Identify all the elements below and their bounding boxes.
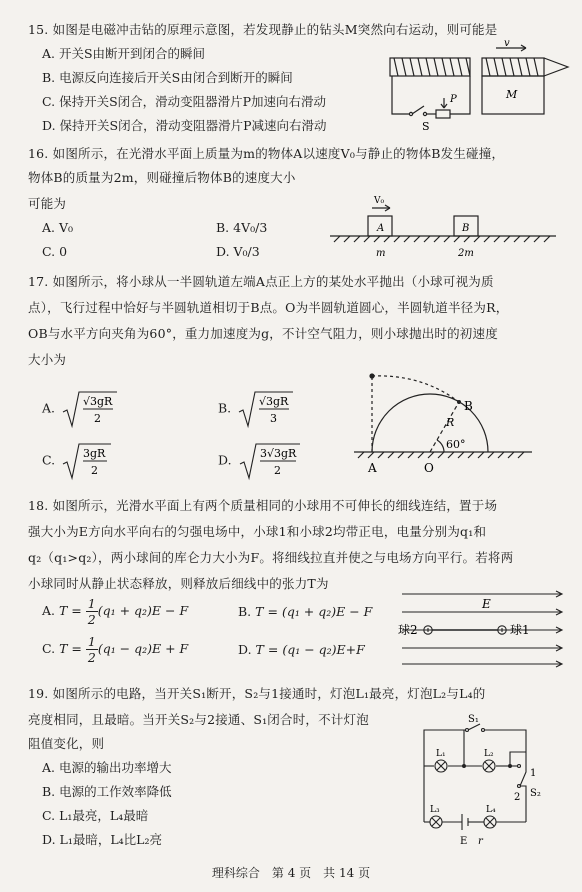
q19-option-a: A. 电源的输出功率增大 bbox=[42, 760, 172, 775]
q19-label-1: 1 bbox=[530, 768, 537, 779]
q18-d-pre: T = bbox=[255, 642, 279, 657]
q18-d-body: (q₁ − q₂)E+F bbox=[282, 642, 365, 657]
q19-stem-3: 阻值变化，则 bbox=[28, 736, 105, 751]
q17-label-R: R bbox=[446, 416, 455, 429]
q19-label-L2: L₂ bbox=[484, 749, 494, 759]
q16-figure bbox=[328, 194, 560, 260]
q19-label-2: 2 bbox=[514, 792, 521, 803]
q17-stem-4: 大小为 bbox=[28, 352, 67, 367]
q16-option-c: C. 0 bbox=[42, 244, 68, 259]
q18-c-half: $\frac{1}{2}$ bbox=[87, 634, 96, 665]
q19-option-c: C. L₁最亮，L₄最暗 bbox=[42, 808, 149, 823]
q19-label-L4: L₄ bbox=[486, 805, 496, 815]
q17-option-a-label: A. bbox=[42, 400, 56, 416]
q15-option-a: A. 开关S由断开到闭合的瞬间 bbox=[42, 46, 206, 61]
q17-stem-2: 点），飞行过程中恰好与半圆轨道相切于B点。O为半圆轨道圆心，半圆轨道半径为R， bbox=[28, 300, 509, 315]
q16-label-m: m bbox=[376, 248, 386, 259]
q18-d-label: D. bbox=[238, 642, 252, 657]
q19-option-d: D. L₁最暗，L₄比L₂亮 bbox=[42, 832, 162, 847]
q17-option-b-label: B. bbox=[218, 400, 232, 416]
page-footer: 理科综合 第 4 页 共 14 页 bbox=[211, 866, 371, 880]
q17-figure bbox=[352, 366, 536, 478]
q17-stem-3: OB与水平方向夹角为60°，重力加速度为g，不计空气阻力，则小球抛出时的初速度 bbox=[28, 326, 498, 341]
q18-option-c bbox=[42, 634, 188, 665]
q17-a-num: √3gR bbox=[83, 395, 113, 408]
q17-ball bbox=[369, 373, 374, 378]
q19-label-r: r bbox=[478, 836, 483, 847]
q17-label-A: A bbox=[368, 461, 377, 475]
q18-stem-4: 小球同时从静止状态释放，则释放后细线中的张力T为 bbox=[28, 576, 329, 591]
q16-option-b: B. 4V₀/3 bbox=[216, 220, 268, 235]
q17-option-d bbox=[218, 440, 302, 482]
q17-radical-d bbox=[236, 440, 302, 482]
q18-c-pre: T = bbox=[59, 641, 82, 656]
q16-label-A: A bbox=[377, 223, 385, 234]
q17-label-B: B bbox=[464, 399, 473, 413]
q17-stem-1: 17. 如图所示，将小球从一半圆轨道左端A点正上方的某处水平抛出（小球可视为质 bbox=[28, 274, 494, 289]
q18-a-half: $\frac{1}{2}$ bbox=[87, 596, 96, 627]
q17-d-den: 2 bbox=[273, 464, 281, 477]
q18-stem-2: 强大小为E方向水平向右的匀强电场中，小球1和小球2均带正电，电量分别为q₁和 bbox=[28, 524, 487, 539]
q18-a-pre: T = bbox=[59, 603, 82, 618]
q17-label-O: O bbox=[424, 461, 434, 475]
q17-b-den: 3 bbox=[270, 412, 278, 425]
q19-option-b: B. 电源的工作效率降低 bbox=[42, 784, 172, 799]
q19-label-L1: L₁ bbox=[436, 749, 446, 759]
q18-option-a bbox=[42, 596, 188, 627]
q15-option-d: D. 保持开关S闭合，滑动变阻器滑片P减速向右滑动 bbox=[42, 118, 327, 133]
q17-option-d-label: D. bbox=[218, 452, 232, 468]
q19-label-E: E bbox=[460, 836, 468, 847]
q15-option-b: B. 电源反向连接后开关S由闭合到断开的瞬间 bbox=[42, 70, 293, 85]
q18-figure bbox=[396, 586, 568, 670]
q15-figure bbox=[378, 38, 578, 134]
q19-stem-1: 19. 如图所示的电路，当开关S₁断开，S₂与1接通时，灯泡L₁最亮，灯泡L₂与L₄的 bbox=[28, 686, 486, 701]
q18-c-body: (q₁ − q₂)E + F bbox=[97, 641, 189, 656]
q15-label-S: S bbox=[422, 120, 430, 133]
q16-stem-3: 可能为 bbox=[28, 196, 67, 211]
q16-option-d: D. V₀/3 bbox=[216, 244, 260, 259]
q17-radical-a bbox=[59, 388, 119, 430]
q16-stem-2: 物体B的质量为2m，则碰撞后物体B的速度大小 bbox=[28, 170, 296, 185]
q18-b-pre: T = bbox=[255, 604, 278, 619]
q16-option-a: A. V₀ bbox=[42, 220, 74, 235]
q18-b-label: B. bbox=[238, 604, 252, 619]
q18-label-ball1: 球1 bbox=[510, 623, 530, 637]
q15-label-v: v bbox=[504, 38, 510, 49]
q18-label-ball2: 球2 bbox=[398, 623, 418, 637]
q17-radical-b bbox=[235, 388, 295, 430]
q16-label-v0: V₀ bbox=[374, 196, 385, 206]
q17-option-a bbox=[42, 388, 119, 430]
q19-label-L3: L₃ bbox=[430, 805, 440, 815]
q17-label-angle: 60° bbox=[446, 438, 466, 451]
q17-b-num: √3gR bbox=[259, 395, 289, 408]
q16-label-2m: 2m bbox=[458, 248, 474, 259]
q15-label-M: M bbox=[506, 88, 518, 101]
q17-c-num: 3gR bbox=[83, 447, 106, 460]
q18-stem-1: 18. 如图所示，光滑水平面上有两个质量相同的小球用不可伸长的细线连结，置于场 bbox=[28, 498, 498, 513]
q18-c-label: C. bbox=[42, 641, 56, 656]
q16-stem-1: 16. 如图所示，在光滑水平面上质量为m的物体A以速度V₀与静止的物体B发生碰撞， bbox=[28, 146, 505, 161]
q17-option-c-label: C. bbox=[42, 452, 56, 468]
q15-stem: 15. 如图是电磁冲击钻的原理示意图，若发现静止的钻头M突然向右运动，则可能是 bbox=[28, 22, 498, 37]
q18-label-E: E bbox=[482, 597, 491, 611]
q18-stem-3: q₂（q₁>q₂），两小球间的库仑力大小为F。将细线拉直并使之与电场方向平行。若将两 bbox=[28, 550, 514, 565]
q19-figure bbox=[414, 712, 554, 856]
q18-a-body: (q₁ + q₂)E − F bbox=[97, 603, 189, 618]
q16-label-B: B bbox=[462, 223, 470, 234]
q18-a-label: A. bbox=[42, 603, 56, 618]
q15-label-P: P bbox=[450, 94, 457, 105]
q19-label-S1: S₁ bbox=[468, 714, 479, 725]
q15-option-c: C. 保持开关S闭合，滑动变阻器滑片P加速向右滑动 bbox=[42, 94, 327, 109]
q19-stem-2: 亮度相同，且最暗。当开关S₂与2接通、S₁闭合时，不计灯泡 bbox=[28, 712, 369, 727]
q18-option-b bbox=[238, 604, 372, 619]
q19-label-S2: S₂ bbox=[530, 788, 541, 799]
q18-b-body: (q₁ + q₂)E − F bbox=[281, 604, 373, 619]
q17-a-den: 2 bbox=[94, 412, 101, 425]
q17-d-num: 3√3gR bbox=[259, 447, 296, 460]
q18-option-d bbox=[238, 642, 365, 657]
q17-option-b bbox=[218, 388, 295, 430]
q17-option-c bbox=[42, 440, 119, 482]
q17-radical-c bbox=[59, 440, 119, 482]
q17-c-den: 2 bbox=[91, 464, 99, 477]
q17-point-b bbox=[457, 400, 461, 404]
